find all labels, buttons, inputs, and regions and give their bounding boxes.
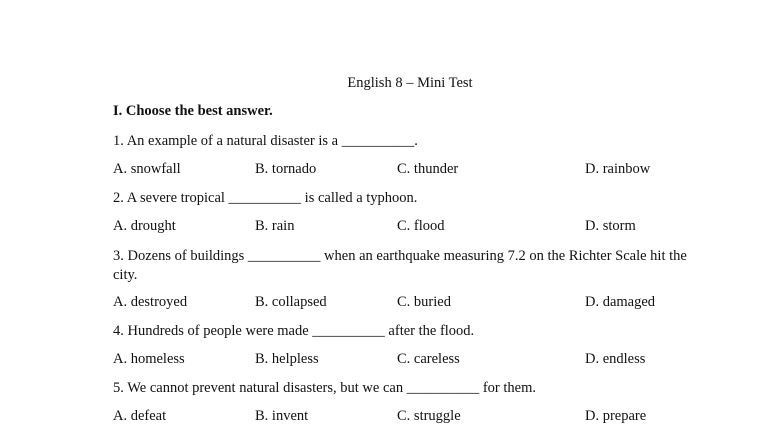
question-4: 4. Hundreds of people were made __________ after the flood.	[113, 323, 475, 339]
option-d[interactable]: D. prepare	[585, 408, 647, 424]
option-a[interactable]: A. defeat	[113, 408, 167, 424]
option-a[interactable]: A. snowfall	[113, 161, 181, 177]
document-title: English 8 – Mini Test	[347, 75, 473, 91]
option-b[interactable]: B. rain	[255, 218, 295, 234]
question-2-options	[113, 218, 753, 238]
option-c[interactable]: C. struggle	[397, 408, 461, 424]
option-c[interactable]: C. thunder	[397, 161, 459, 177]
question-5: 5. We cannot prevent natural disasters, but we can __________ for them.	[113, 380, 536, 396]
question-3: 3. Dozens of buildings __________ when an earthquake measuring 7.2 on the Richter Scale hit the city.	[113, 248, 687, 283]
option-d[interactable]: D. damaged	[585, 294, 656, 310]
option-c[interactable]: C. careless	[397, 351, 460, 367]
question-5-options	[113, 408, 753, 428]
option-b[interactable]: B. helpless	[255, 351, 319, 367]
option-c[interactable]: C. buried	[397, 294, 451, 310]
option-d[interactable]: D. rainbow	[585, 161, 651, 177]
option-a[interactable]: A. drought	[113, 218, 176, 234]
option-b[interactable]: B. collapsed	[255, 294, 327, 310]
option-d[interactable]: D. endless	[585, 351, 646, 367]
option-c[interactable]: C. flood	[397, 218, 445, 234]
question-3-options	[113, 294, 753, 314]
question-1: 1. An example of a natural disaster is a __________.	[113, 133, 418, 149]
option-d[interactable]: D. storm	[585, 218, 636, 234]
option-a[interactable]: A. destroyed	[113, 294, 188, 310]
option-a[interactable]: A. homeless	[113, 351, 185, 367]
option-b[interactable]: B. tornado	[255, 161, 317, 177]
option-b[interactable]: B. invent	[255, 408, 309, 424]
question-1-options	[113, 161, 753, 181]
question-4-options	[113, 351, 753, 371]
section-heading: I. Choose the best answer.	[113, 103, 273, 119]
question-2: 2. A severe tropical __________ is called a typhoon.	[113, 190, 418, 206]
